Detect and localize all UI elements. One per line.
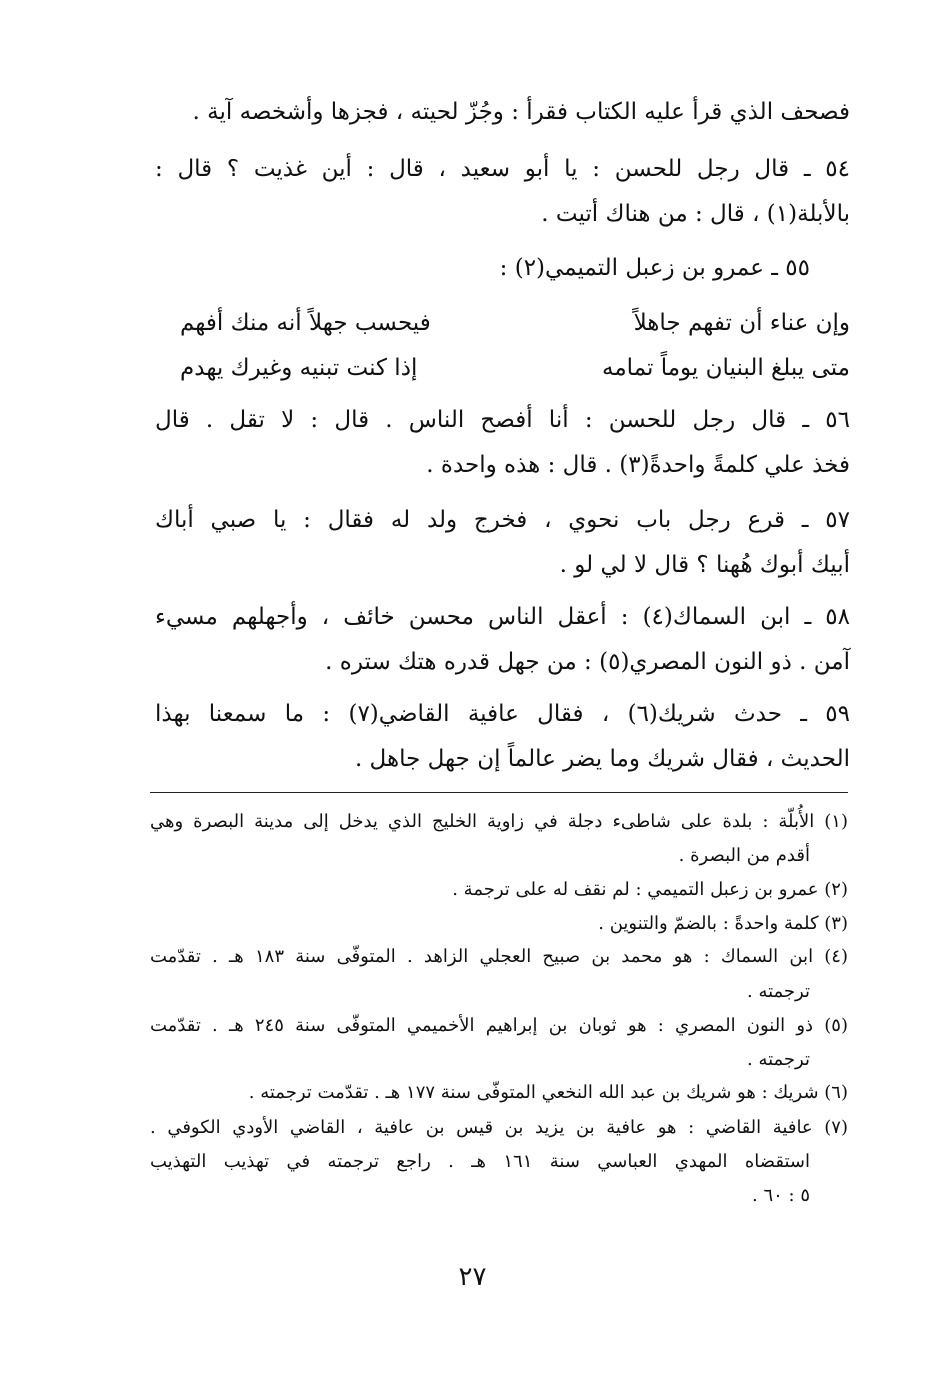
footnote-line-4: (٣) كلمة واحدةً : بالضمّ والتنوين . xyxy=(598,913,848,934)
footnote-line-12: ٥ : ٦٠ . xyxy=(752,1185,810,1206)
footnote-line-3: (٢) عمرو بن زعبل التميمي : لم نقف له على ترجمة . xyxy=(452,879,848,900)
footnote-line-5: (٤) ابن السماك : هو محمد بن صبيح العجلي الزاهد . المتوفّى سنة ١٨٣ هـ . تقدّمت xyxy=(150,946,848,967)
text-line-1: فصحف الذي قرأ عليه الكتاب فقرأ : وجُزّ لحيته ، فجزها وأشخصه آية . xyxy=(192,99,850,125)
text-line-12: الحديث ، فقال شريك وما يضر عالماً إن جهل جاهل . xyxy=(354,746,850,772)
footnote-line-6: ترجمته . xyxy=(747,981,810,1002)
text-line-11: ٥٩ ـ حدث شريك(٦) ، فقال عافية القاضي(٧) : ما سمعنا بهذا xyxy=(155,701,851,727)
text-line-2: ٥٤ ـ قال رجل للحسن : يا أبو سعيد ، قال : أين غذيت ؟ قال : xyxy=(155,156,850,182)
footnote-line-8: ترجمته . xyxy=(747,1049,810,1070)
text-line-6: فخذ علي كلمةً واحدةً(٣) . قال : هذه واحدة . xyxy=(426,452,850,478)
footnote-line-10: (٧) عافية القاضي : هو عافية بن يزيد بن قيس بن عافية ، القاضي الأودي الكوفي . xyxy=(150,1117,848,1138)
page-number: ٢٧ xyxy=(458,1262,487,1292)
text-line-9: ٥٨ ـ ابن السماك(٤) : أعقل الناس محسن خائف ، وأجهلهم مسيء xyxy=(155,604,851,630)
text-line-10: آمن . ذو النون المصري(٥) : من جهل قدره هتك ستره . xyxy=(325,649,850,675)
text-line-5: ٥٦ ـ قال رجل للحسن : أنا أفصح الناس . قال : لا تقل . قال xyxy=(155,407,850,433)
footnote-separator xyxy=(150,792,848,793)
footnote-line-2: أقدم من البصرة . xyxy=(678,845,810,866)
footnote-line-7: (٥) ذو النون المصري : هو ثوبان بن إبراهيم الأخميمي المتوفّى سنة ٢٤٥ هـ . تقدّمت xyxy=(150,1015,848,1036)
footnote-line-11: استقضاه المهدي العباسي سنة ١٦١ هـ . راجع ترجمته في تهذيب التهذيب xyxy=(150,1151,811,1172)
text-line-4: ٥٥ ـ عمرو بن زعبل التميمي(٢) : xyxy=(499,255,810,281)
text-line-3: بالأبلة(١) ، قال : من هناك أتيت . xyxy=(541,201,850,227)
text-line-8: أبيك أبوك هُهنا ؟ قال لا لي لو . xyxy=(559,552,850,578)
footnote-line-1: (١) الأُبلّة : بلدة على شاطىء دجلة في زاوية الخليج الذي يدخل إلى مدينة البصرة وهي xyxy=(150,811,848,832)
text-line-7: ٥٧ ـ قرع رجل باب نحوي ، فخرج ولد له فقال : يا صبي أباك xyxy=(155,507,850,533)
footnote-line-9: (٦) شريك : هو شريك بن عبد الله النخعي المتوفّى سنة ١٧٧ هـ . تقدّمت ترجمته . xyxy=(248,1082,848,1103)
verse-1-first-hemistich: وإن عناء أن تفهم جاهلاً xyxy=(633,310,850,336)
verse-2-second-hemistich: إذا كنت تبنيه وغيرك يهدم xyxy=(180,355,418,381)
verse-1-second-hemistich: فيحسب جهلاً أنه منك أفهم xyxy=(180,310,431,336)
verse-2-first-hemistich: متى يبلغ البنيان يوماً تمامه xyxy=(602,355,850,381)
